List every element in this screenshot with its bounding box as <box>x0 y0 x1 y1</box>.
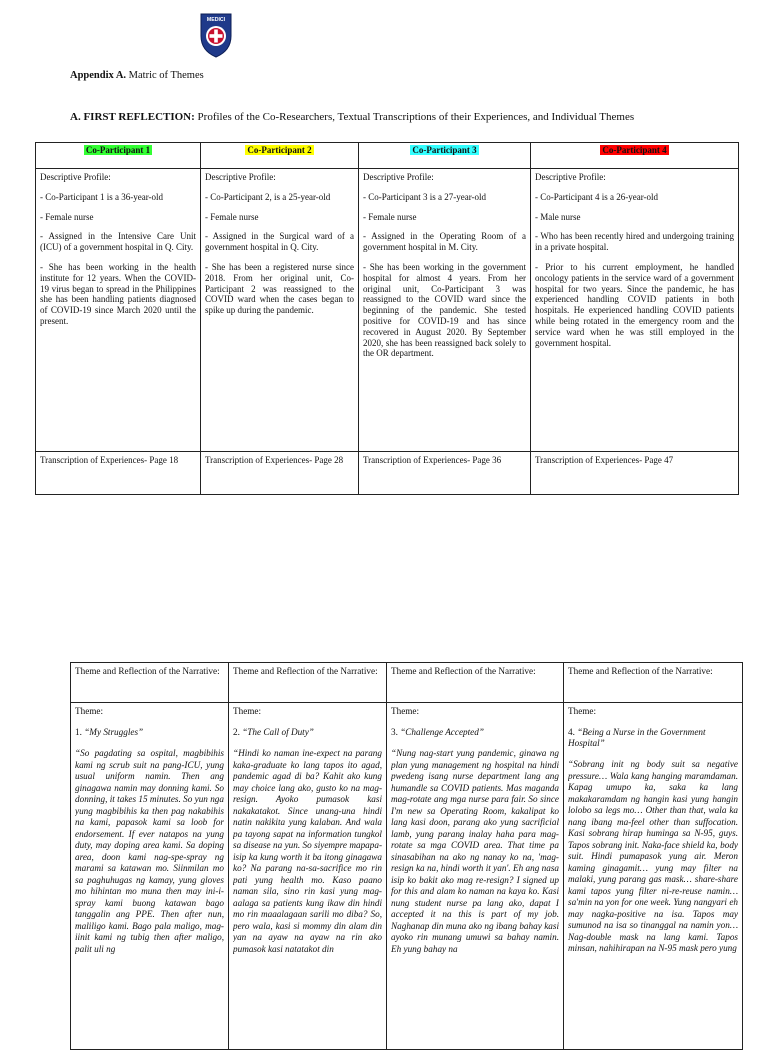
profile-cell <box>36 169 201 452</box>
theme-title: 3. “Challenge Accepted” <box>391 727 484 738</box>
theme-quote: “Hindi ko naman ine-expect na parang kaka-graduate ko lang tapos ito agad, pandemic agad di ba? Kahit ako kung may choice lang ako, gusto ko na mag-resign. Ayoko pumasok kasi nakakatakot. Since unang-una hindi natin nakikita yung kalaban. And wala pa tayong sapat na information tungkol sa disease na yun. So siyempre mapapa-isip ka kung worth it ba itong ginagawa ko? Na parang na-sa-sacrifice mo rin pati yung health mo. Kaso paano naman sila, sino rin kasi yung mag-aalaga sa patients kung ikaw din hindi mo rin maaalagaan sarili mo diba? So, pero wala, kasi si mommy din alam din yan na ayaw na ayaw na rin ako pumasok kasi natatakot din <box>233 748 382 954</box>
profile-cell <box>359 169 531 452</box>
theme-header: Theme and Reflection of the Narrative: <box>229 663 387 703</box>
section-label: A. FIRST REFLECTION: <box>70 111 195 123</box>
participant-header <box>36 143 201 169</box>
theme-header: Theme and Reflection of the Narrative: <box>387 663 564 703</box>
theme-label: Theme: <box>568 706 597 716</box>
logo-text: MEDICI <box>206 17 226 23</box>
participant-name: Co-Participant 2 <box>247 145 312 155</box>
profile-line: - Co-Participant 3 is a 27-year-old <box>363 191 487 202</box>
profile-label: Descriptive Profile: <box>363 172 434 182</box>
profile-row <box>36 169 739 452</box>
theme-body-row <box>71 703 743 1050</box>
theme-label: Theme: <box>75 706 104 716</box>
profile-line: - Assigned in the Operating Room of a government hospital in M. City. <box>363 231 526 253</box>
transcription-cell: Transcription of Experiences- Page 36 <box>359 452 531 495</box>
section-heading <box>70 111 634 123</box>
transcription-row <box>36 452 739 495</box>
transcription-cell: Transcription of Experiences- Page 47 <box>531 452 739 495</box>
theme-title: 1. “My Struggles” <box>75 727 144 738</box>
profile-line: - Co-Participant 2, is a 25-year-old <box>205 191 331 202</box>
profile-table <box>35 142 739 495</box>
profile-line: - Female nurse <box>205 211 259 222</box>
profile-line: - Assigned in the Surgical ward of a government hospital in Q. City. <box>205 231 354 253</box>
profile-line: - Prior to his current employment, he handled oncology patients in the service ward of a government hospital for two years. Since the pandemic, he has experienced handling COVID patients in both hospitals. He experienced handling COVID patients while being rotated in the emergency room and the service ward when he was still employed in the government hospital. <box>535 261 734 348</box>
theme-title: 4. “Being a Nurse in the Government Hospital” <box>568 727 706 749</box>
appendix-heading <box>70 70 204 81</box>
theme-title: 2. “The Call of Duty” <box>233 727 314 738</box>
profile-line: - She has been working in the government hospital for almost 4 years. From her original unit, Co-Participant 3 was reassigned to the COVID ward since the beginning of the pandemic. She tested positive for COVID-19 and has since recovered in August 2020. By September 2020, she has been reassigned back solely to the OR department. <box>363 261 526 359</box>
participant-header <box>531 143 739 169</box>
profile-header-row <box>36 143 739 169</box>
participant-name: Co-Participant 3 <box>412 145 477 155</box>
profile-label: Descriptive Profile: <box>40 172 111 182</box>
profile-line: - Male nurse <box>535 211 581 222</box>
participant-header <box>359 143 531 169</box>
profile-line: - She has been a registered nurse since 2018. From her original unit, Co-Participant 2 was reassigned to the COVID ward when the cases began to spike up during the pandemic. <box>205 261 354 316</box>
theme-label: Theme: <box>391 706 420 716</box>
theme-table <box>70 662 743 1050</box>
profile-line: - Assigned in the Intensive Care Unit (ICU) of a government hospital in Q. City. <box>40 231 196 253</box>
profile-line: - Female nurse <box>40 211 94 222</box>
appendix-label: Appendix A. <box>70 70 127 81</box>
participant-name: Co-Participant 1 <box>85 145 151 155</box>
medici-logo <box>199 12 233 58</box>
profile-line: - Co-Participant 1 is a 36-year-old <box>40 191 164 202</box>
profile-label: Descriptive Profile: <box>205 172 276 182</box>
profile-cell <box>201 169 359 452</box>
theme-quote: “Sobrang init ng body suit sa negative pressure… Wala kang hanging maramdaman. Kapag umupo ka, saka ka lang makakaramdam ng hangin kasi yung hangin lolobo sa legs mo… Other than that, wala ka nang ibang ma-feel other than suffocation. Kasi sobrang hirap huminga sa N-95, guys. Tapos sobrang init. Naka-face shield ka, body suit. Hindi pumapasok yung air. Meron kaming ginagamit… yung may filter na malaki, yung parang gas mask… share-share kami tapos yung filter ni-re-reuse namin… sa'min na yon for one week. Yung nangyari eh may nagka-positive na isa. Tapos may sumunod na isa so tinanggal na namin yon… Nag-double mask na lang kami. Tapos minsan, nahihirapan na N-95 mask pero yung <box>568 759 738 954</box>
theme-quote: “So pagdating sa ospital, magbibihis kami ng scrub suit na pang-ICU, yung usual uniform namin. Then ang ginagawa namin may donning kami. So donning, it takes 15 minutes. So yun nga yung magbibihis ka then pag nakabihis na kami, papasok kami sa loob for endorsement. If ever natapos na yung duty, may doping area kami. Sa doping area, doon kami nag-spe-spray ng marami sa katawan mo. Siinmilan mo sa paghuhugas ng kamay, yung gloves mo hihintan mo muna then may ini-i-spray kami buong katawan bago tanggalin ang PPE. Then after nun, maliligo kami. Bago pala maligo, mag-iinit kami ng tubig then after maligo, palit uli ng <box>75 748 224 954</box>
theme-cell <box>71 703 229 1050</box>
theme-label: Theme: <box>233 706 262 716</box>
theme-cell <box>229 703 387 1050</box>
theme-header: Theme and Reflection of the Narrative: <box>71 663 229 703</box>
transcription-cell: Transcription of Experiences- Page 18 <box>36 452 201 495</box>
profile-line: - Co-Participant 4 is a 26-year-old <box>535 191 659 202</box>
transcription-cell: Transcription of Experiences- Page 28 <box>201 452 359 495</box>
theme-header: Theme and Reflection of the Narrative: <box>564 663 743 703</box>
profile-line: - She has been working in the health institute for 12 years. When the COVID-19 virus began to spread in the Philippines she has been handling patients diagnosed of COVID-19 since March 2020 until the present. <box>40 261 196 326</box>
section-title: Profiles of the Co-Researchers, Textual Transcriptions of their Experiences, and Individual Themes <box>197 111 635 123</box>
theme-cell <box>564 703 743 1050</box>
theme-quote: “Nung nag-start yung pandemic, ginawa ng plan yung management ng hospital na hindi pwedeng isang nurse department lang ang humandle sa COVID patients. Mas maganda mag-rotate ang mga nurse para fair. So since I'm new sa Operating Room, kakalipat ko lang kasi doon, parang ako yung sacrificial lamb, yung parang inalay haha para mag-rotate sa mga COVID area. That time pa sinasabihan na ako ng nanay ko na, 'mag-resign ka na, hindi worth it yan'. Eh ang nasa isip ko bakit ako mag re-resign? I signed up for this and alam ko naman na kaya ko. Kasi nung student nurse pa lang ako, dapat I accepted it na this is part of my job. Naghanap din muna ako ng ibang bahay kasi ayoko rin munang umuwi sa bahay namin. Eh yung bahay na <box>391 748 559 954</box>
theme-cell <box>387 703 564 1050</box>
profile-label: Descriptive Profile: <box>535 172 606 182</box>
participant-name: Co-Participant 4 <box>602 145 667 155</box>
theme-header-row <box>71 663 743 703</box>
profile-line: - Who has been recently hired and undergoing training in a private hospital. <box>535 231 734 253</box>
appendix-title: Matric of Themes <box>128 70 204 81</box>
participant-header <box>201 143 359 169</box>
profile-cell <box>531 169 739 452</box>
profile-line: - Female nurse <box>363 211 417 222</box>
